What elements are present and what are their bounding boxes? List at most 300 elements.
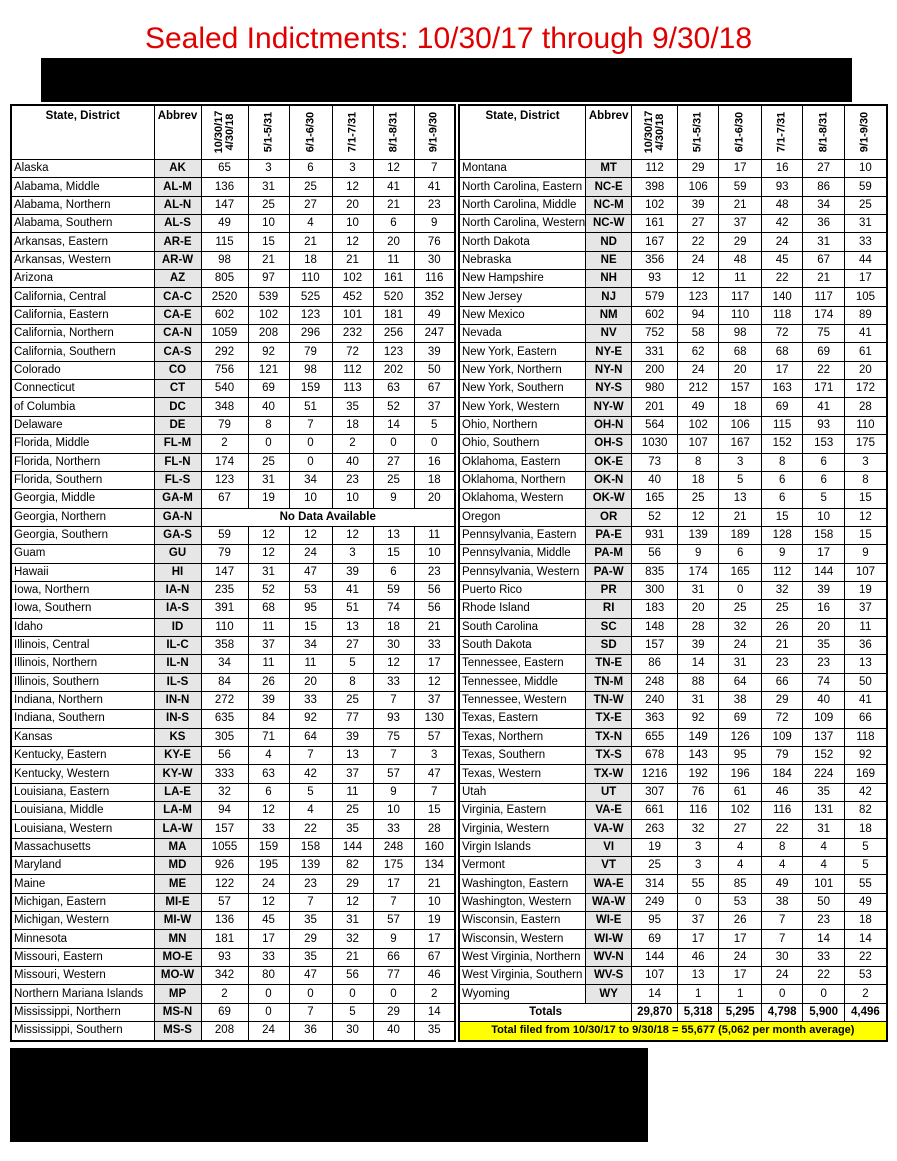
district-name: New Hampshire	[459, 270, 586, 288]
count-cell: 174	[678, 563, 719, 581]
table-row	[459, 618, 887, 636]
table-row	[11, 435, 455, 453]
table-row	[11, 343, 455, 361]
count-cell: 126	[719, 728, 762, 746]
redaction-bar-top	[41, 58, 852, 102]
count-cell: 88	[678, 673, 719, 691]
count-cell: 110	[201, 618, 248, 636]
count-cell: 8	[678, 453, 719, 471]
count-cell: 69	[719, 710, 762, 728]
count-cell: 30	[414, 251, 455, 269]
count-cell: 85	[719, 875, 762, 893]
col-header-period	[414, 105, 455, 160]
district-abbrev: ID	[154, 618, 201, 636]
district-name: Pennsylvania, Western	[459, 563, 586, 581]
period-label: 7/1-7/31	[346, 111, 358, 152]
count-cell: 27	[332, 636, 373, 654]
count-cell: 6	[762, 471, 803, 489]
count-cell: 15	[289, 618, 332, 636]
district-name: Colorado	[11, 361, 154, 379]
count-cell: 305	[201, 728, 248, 746]
count-cell: 3	[845, 453, 887, 471]
count-cell: 752	[632, 325, 678, 343]
count-cell: 38	[719, 691, 762, 709]
table-row	[11, 636, 455, 654]
count-cell: 835	[632, 563, 678, 581]
count-cell: 148	[632, 618, 678, 636]
count-cell: 139	[289, 857, 332, 875]
table-row	[459, 215, 887, 233]
district-name: Iowa, Southern	[11, 600, 154, 618]
district-name: Louisiana, Eastern	[11, 783, 154, 801]
table-row	[11, 1022, 455, 1041]
district-abbrev: OK-E	[586, 453, 632, 471]
count-cell: 12	[332, 178, 373, 196]
table-row	[459, 967, 887, 985]
table-row	[11, 251, 455, 269]
count-cell: 33	[845, 233, 887, 251]
count-cell: 105	[845, 288, 887, 306]
count-cell: 602	[632, 306, 678, 324]
district-name: Alabama, Northern	[11, 196, 154, 214]
table-row	[11, 802, 455, 820]
count-cell: 69	[803, 343, 845, 361]
count-cell: 21	[332, 251, 373, 269]
district-abbrev: NH	[586, 270, 632, 288]
count-cell: 102	[332, 270, 373, 288]
count-cell: 8	[845, 471, 887, 489]
count-cell: 39	[248, 691, 289, 709]
count-cell: 51	[332, 600, 373, 618]
count-cell: 18	[845, 820, 887, 838]
count-cell: 539	[248, 288, 289, 306]
count-cell: 82	[332, 857, 373, 875]
count-cell: 39	[332, 728, 373, 746]
count-cell: 7	[414, 783, 455, 801]
count-cell: 42	[845, 783, 887, 801]
count-cell: 32	[332, 930, 373, 948]
count-cell: 22	[803, 967, 845, 985]
count-cell: 92	[845, 747, 887, 765]
district-abbrev: LA-W	[154, 820, 201, 838]
table-row	[11, 948, 455, 966]
count-cell: 27	[289, 196, 332, 214]
count-cell: 95	[719, 747, 762, 765]
district-name: Georgia, Middle	[11, 490, 154, 508]
district-name: Delaware	[11, 416, 154, 434]
table-row	[11, 747, 455, 765]
count-cell: 17	[373, 875, 414, 893]
count-cell: 107	[845, 563, 887, 581]
count-cell: 35	[332, 398, 373, 416]
count-cell: 11	[719, 270, 762, 288]
count-cell: 9	[414, 215, 455, 233]
district-name: Florida, Middle	[11, 435, 154, 453]
table-row	[11, 545, 455, 563]
count-cell: 49	[414, 306, 455, 324]
district-name: Nebraska	[459, 251, 586, 269]
count-cell: 36	[289, 1022, 332, 1041]
table-row	[459, 325, 887, 343]
count-cell: 314	[632, 875, 678, 893]
count-cell: 24	[289, 545, 332, 563]
district-name: Pennsylvania, Eastern	[459, 526, 586, 544]
table-row	[459, 655, 887, 673]
count-cell: 24	[248, 1022, 289, 1041]
count-cell: 30	[332, 1022, 373, 1041]
count-cell: 94	[201, 802, 248, 820]
count-cell: 212	[678, 380, 719, 398]
total-cell: 4,798	[762, 1003, 803, 1021]
district-name: Missouri, Western	[11, 967, 154, 985]
count-cell: 31	[248, 471, 289, 489]
district-name: Michigan, Western	[11, 912, 154, 930]
district-abbrev: TX-E	[586, 710, 632, 728]
count-cell: 1059	[201, 325, 248, 343]
count-cell: 6	[719, 545, 762, 563]
count-cell: 12	[332, 893, 373, 911]
district-name: West Virginia, Northern	[459, 948, 586, 966]
count-cell: 86	[803, 178, 845, 196]
district-abbrev: MD	[154, 857, 201, 875]
count-cell: 34	[201, 655, 248, 673]
col-header-period	[248, 105, 289, 160]
district-name: Rhode Island	[459, 600, 586, 618]
count-cell: 42	[289, 765, 332, 783]
count-cell: 72	[762, 325, 803, 343]
district-abbrev: VA-W	[586, 820, 632, 838]
count-cell: 68	[762, 343, 803, 361]
count-cell: 25	[632, 857, 678, 875]
count-cell: 33	[803, 948, 845, 966]
col-header-period	[762, 105, 803, 160]
table-row	[11, 563, 455, 581]
count-cell: 21	[289, 233, 332, 251]
total-cell: 4,496	[845, 1003, 887, 1021]
district-name: Arkansas, Western	[11, 251, 154, 269]
district-name: Alabama, Middle	[11, 178, 154, 196]
district-abbrev: IL-N	[154, 655, 201, 673]
count-cell: 655	[632, 728, 678, 746]
count-cell: 115	[762, 416, 803, 434]
count-cell: 5	[803, 490, 845, 508]
district-name: Alaska	[11, 160, 154, 178]
count-cell: 32	[762, 581, 803, 599]
count-cell: 40	[803, 691, 845, 709]
count-cell: 192	[678, 765, 719, 783]
count-cell: 57	[373, 765, 414, 783]
count-cell: 980	[632, 380, 678, 398]
count-cell: 33	[373, 673, 414, 691]
district-abbrev: GA-M	[154, 490, 201, 508]
count-cell: 19	[845, 581, 887, 599]
count-cell: 6	[373, 215, 414, 233]
count-cell: 112	[332, 361, 373, 379]
count-cell: 39	[803, 581, 845, 599]
district-name: Ohio, Southern	[459, 435, 586, 453]
col-header-period	[678, 105, 719, 160]
count-cell: 2	[332, 435, 373, 453]
count-cell: 56	[632, 545, 678, 563]
count-cell: 23	[803, 912, 845, 930]
district-abbrev: IA-N	[154, 581, 201, 599]
count-cell: 14	[845, 930, 887, 948]
count-cell: 248	[373, 838, 414, 856]
count-cell: 18	[845, 912, 887, 930]
district-name: South Dakota	[459, 636, 586, 654]
district-abbrev: TX-W	[586, 765, 632, 783]
count-cell: 97	[248, 270, 289, 288]
count-cell: 46	[762, 783, 803, 801]
district-name: New York, Northern	[459, 361, 586, 379]
count-cell: 232	[332, 325, 373, 343]
district-name: Mississippi, Southern	[11, 1022, 154, 1041]
district-name: Texas, Eastern	[459, 710, 586, 728]
count-cell: 45	[762, 251, 803, 269]
count-cell: 23	[289, 875, 332, 893]
table-row	[459, 471, 887, 489]
count-cell: 37	[678, 912, 719, 930]
count-cell: 167	[719, 435, 762, 453]
total-cell: 5,900	[803, 1003, 845, 1021]
district-abbrev: FL-M	[154, 435, 201, 453]
page-title: Sealed Indictments: 10/30/17 through 9/30/18	[144, 22, 753, 55]
count-cell: 1030	[632, 435, 678, 453]
count-cell: 158	[803, 526, 845, 544]
table-row	[459, 545, 887, 563]
count-cell: 331	[632, 343, 678, 361]
count-cell: 49	[678, 398, 719, 416]
count-cell: 36	[845, 636, 887, 654]
district-name: North Carolina, Eastern	[459, 178, 586, 196]
period-label: 8/1-8/31	[387, 111, 399, 152]
count-cell: 224	[803, 765, 845, 783]
count-cell: 31	[803, 820, 845, 838]
table-row	[459, 783, 887, 801]
count-cell: 452	[332, 288, 373, 306]
count-cell: 24	[762, 233, 803, 251]
count-cell: 41	[845, 325, 887, 343]
district-name: Vermont	[459, 857, 586, 875]
district-name: Idaho	[11, 618, 154, 636]
count-cell: 18	[332, 416, 373, 434]
count-cell: 17	[414, 655, 455, 673]
count-cell: 18	[373, 618, 414, 636]
table-row	[11, 893, 455, 911]
count-cell: 307	[632, 783, 678, 801]
count-cell: 61	[719, 783, 762, 801]
district-name: New York, Eastern	[459, 343, 586, 361]
count-cell: 15	[373, 545, 414, 563]
district-abbrev: CA-S	[154, 343, 201, 361]
count-cell: 20	[678, 600, 719, 618]
count-cell: 165	[632, 490, 678, 508]
district-abbrev: WV-N	[586, 948, 632, 966]
district-name: Virgin Islands	[459, 838, 586, 856]
count-cell: 31	[678, 691, 719, 709]
count-cell: 35	[289, 948, 332, 966]
count-cell: 107	[678, 435, 719, 453]
count-cell: 63	[373, 380, 414, 398]
count-cell: 21	[332, 948, 373, 966]
count-cell: 17	[845, 270, 887, 288]
count-cell: 25	[845, 196, 887, 214]
table-row	[11, 600, 455, 618]
no-data-note: No Data Available	[201, 508, 455, 526]
table-row	[459, 691, 887, 709]
count-cell: 17	[719, 930, 762, 948]
count-cell: 102	[632, 196, 678, 214]
count-cell: 35	[414, 1022, 455, 1041]
count-cell: 98	[289, 361, 332, 379]
count-cell: 47	[289, 563, 332, 581]
district-abbrev: IL-S	[154, 673, 201, 691]
district-abbrev: TN-E	[586, 655, 632, 673]
count-cell: 171	[803, 380, 845, 398]
count-cell: 208	[201, 1022, 248, 1041]
count-cell: 67	[414, 948, 455, 966]
district-name: California, Northern	[11, 325, 154, 343]
count-cell: 84	[201, 673, 248, 691]
count-cell: 10	[803, 508, 845, 526]
total-summary: Total filed from 10/30/17 to 9/30/18 = 55,677 (5,062 per month average)	[459, 1022, 887, 1041]
count-cell: 152	[803, 747, 845, 765]
count-cell: 21	[248, 251, 289, 269]
count-cell: 10	[414, 545, 455, 563]
count-cell: 159	[248, 838, 289, 856]
count-cell: 23	[762, 655, 803, 673]
period-label: 10/30/17 4/30/18	[212, 110, 236, 153]
count-cell: 47	[414, 765, 455, 783]
count-cell: 160	[414, 838, 455, 856]
col-header-period	[289, 105, 332, 160]
count-cell: 117	[803, 288, 845, 306]
count-cell: 296	[289, 325, 332, 343]
table-row	[11, 471, 455, 489]
table-row	[459, 380, 887, 398]
table-row	[459, 251, 887, 269]
district-abbrev: OK-W	[586, 490, 632, 508]
district-abbrev: FL-S	[154, 471, 201, 489]
count-cell: 3	[332, 160, 373, 178]
table-row	[459, 802, 887, 820]
count-cell: 41	[845, 691, 887, 709]
table-row	[459, 710, 887, 728]
district-abbrev: MO-E	[154, 948, 201, 966]
count-cell: 53	[289, 581, 332, 599]
count-cell: 79	[201, 545, 248, 563]
count-cell: 5	[845, 857, 887, 875]
count-cell: 41	[332, 581, 373, 599]
count-cell: 44	[845, 251, 887, 269]
district-name: Tennessee, Middle	[459, 673, 586, 691]
district-abbrev: DC	[154, 398, 201, 416]
count-cell: 64	[289, 728, 332, 746]
count-cell: 57	[414, 728, 455, 746]
table-row	[11, 380, 455, 398]
count-cell: 18	[414, 471, 455, 489]
district-abbrev: AL-N	[154, 196, 201, 214]
district-abbrev: MS-N	[154, 1003, 201, 1021]
district-abbrev: TN-W	[586, 691, 632, 709]
count-cell: 12	[845, 508, 887, 526]
count-cell: 6	[803, 471, 845, 489]
count-cell: 25	[248, 196, 289, 214]
table-row	[11, 361, 455, 379]
district-abbrev: NC-E	[586, 178, 632, 196]
count-cell: 67	[201, 490, 248, 508]
district-name: Texas, Western	[459, 765, 586, 783]
count-cell: 189	[719, 526, 762, 544]
district-abbrev: NE	[586, 251, 632, 269]
count-cell: 174	[803, 306, 845, 324]
count-cell: 67	[803, 251, 845, 269]
count-cell: 112	[632, 160, 678, 178]
count-cell: 201	[632, 398, 678, 416]
count-cell: 8	[762, 453, 803, 471]
count-cell: 398	[632, 178, 678, 196]
count-cell: 47	[289, 967, 332, 985]
count-cell: 11	[289, 655, 332, 673]
count-cell: 98	[201, 251, 248, 269]
count-cell: 391	[201, 600, 248, 618]
count-cell: 131	[803, 802, 845, 820]
district-abbrev: AL-S	[154, 215, 201, 233]
count-cell: 24	[719, 636, 762, 654]
district-abbrev: NV	[586, 325, 632, 343]
count-cell: 23	[803, 655, 845, 673]
district-name: Texas, Southern	[459, 747, 586, 765]
count-cell: 95	[289, 600, 332, 618]
district-name: Wisconsin, Eastern	[459, 912, 586, 930]
count-cell: 136	[201, 912, 248, 930]
count-cell: 9	[373, 783, 414, 801]
count-cell: 31	[678, 581, 719, 599]
count-cell: 15	[248, 233, 289, 251]
table-row	[11, 967, 455, 985]
count-cell: 16	[414, 453, 455, 471]
count-cell: 11	[332, 783, 373, 801]
count-cell: 24	[719, 948, 762, 966]
count-cell: 4	[719, 857, 762, 875]
count-cell: 29	[373, 1003, 414, 1021]
district-name: Mississippi, Northern	[11, 1003, 154, 1021]
count-cell: 3	[678, 857, 719, 875]
count-cell: 196	[719, 765, 762, 783]
count-cell: 352	[414, 288, 455, 306]
table-row	[11, 710, 455, 728]
district-name: Tennessee, Western	[459, 691, 586, 709]
count-cell: 181	[373, 306, 414, 324]
count-cell: 249	[632, 893, 678, 911]
count-cell: 520	[373, 288, 414, 306]
redaction-bar-bottom	[10, 1048, 648, 1142]
count-cell: 33	[248, 820, 289, 838]
table-row	[459, 875, 887, 893]
count-cell: 86	[632, 655, 678, 673]
count-cell: 12	[373, 160, 414, 178]
count-cell: 157	[632, 636, 678, 654]
count-cell: 9	[762, 545, 803, 563]
count-cell: 18	[289, 251, 332, 269]
count-cell: 10	[289, 490, 332, 508]
count-cell: 62	[678, 343, 719, 361]
count-cell: 263	[632, 820, 678, 838]
count-cell: 4	[803, 857, 845, 875]
table-row	[11, 325, 455, 343]
count-cell: 93	[632, 270, 678, 288]
count-cell: 184	[762, 765, 803, 783]
